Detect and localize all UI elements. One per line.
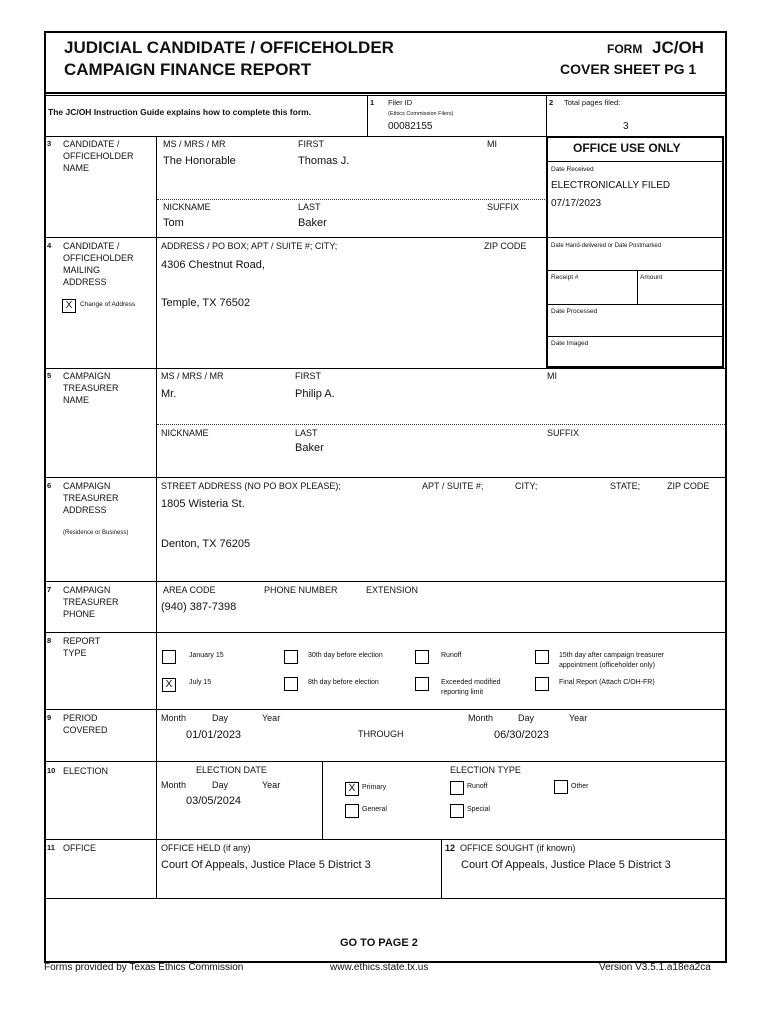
phone-number-label: PHONE NUMBER bbox=[264, 585, 338, 595]
treasurer-state-label: STATE; bbox=[610, 481, 641, 491]
section-5-label-2: TREASURER bbox=[63, 383, 119, 393]
section-7-bottom bbox=[44, 632, 727, 633]
candidate-prefix-value[interactable]: The Honorable bbox=[163, 155, 236, 167]
treasurer-prefix-value[interactable]: Mr. bbox=[161, 388, 177, 400]
form-title-line1: JUDICIAL CANDIDATE / OFFICEHOLDER bbox=[64, 38, 394, 57]
amount-label: Amount bbox=[640, 274, 663, 281]
period-to-day-label: Day bbox=[518, 713, 535, 723]
report-type-july-15: July 15 bbox=[189, 679, 212, 686]
intro-divider-1 bbox=[367, 95, 368, 137]
office-use-line-3 bbox=[548, 304, 724, 305]
election-type-other: Other bbox=[571, 783, 589, 790]
period-from-year-label: Year bbox=[262, 713, 281, 723]
section-8-label-2: TYPE bbox=[63, 648, 87, 658]
office-use-line-2 bbox=[548, 270, 724, 271]
candidate-first-value[interactable]: Thomas J. bbox=[298, 155, 350, 167]
section-6-label-3: ADDRESS bbox=[63, 505, 107, 515]
treasurer-street-value[interactable]: 1805 Wisteria St. bbox=[161, 498, 245, 510]
footer-provided-by: Forms provided by Texas Ethics Commission bbox=[44, 962, 244, 973]
election-month-label: Month bbox=[161, 780, 187, 790]
treasurer-last-value[interactable]: Baker bbox=[295, 442, 324, 454]
section-8-num: 8 bbox=[47, 636, 52, 645]
go-to-page-2: GO TO PAGE 2 bbox=[340, 937, 418, 949]
footer-version: Version V3.5.1.a18ea2ca bbox=[599, 962, 711, 973]
report-type-checkbox-exceeded[interactable] bbox=[415, 677, 429, 691]
section-10-bottom bbox=[44, 839, 727, 840]
election-year-label: Year bbox=[262, 780, 281, 790]
outer-left-border bbox=[44, 31, 46, 962]
mailing-city-value[interactable]: Temple, TX 76502 bbox=[161, 297, 251, 309]
section-4-label-4: ADDRESS bbox=[63, 277, 107, 287]
election-day-label: Day bbox=[212, 780, 229, 790]
election-type-checkbox-runoff[interactable] bbox=[450, 781, 464, 795]
candidate-nickname-label: NICKNAME bbox=[163, 202, 211, 212]
report-type-30th-day: 30th day before election bbox=[308, 652, 383, 659]
section-10-num: 10 bbox=[47, 766, 56, 775]
total-pages-value[interactable]: 3 bbox=[623, 121, 629, 132]
date-received-value: 07/17/2023 bbox=[551, 198, 602, 209]
change-of-address-checkbox[interactable]: X bbox=[62, 299, 76, 313]
instruction-text: The JC/OH Instruction Guide explains how to complete this form. bbox=[48, 107, 312, 117]
candidate-last-label: LAST bbox=[298, 202, 321, 212]
header-divider-2 bbox=[44, 95, 727, 96]
section-11-bottom bbox=[44, 898, 727, 899]
report-type-january-15: January 15 bbox=[189, 652, 224, 659]
section-4-num: 4 bbox=[47, 241, 52, 250]
report-type-checkbox-january-15[interactable] bbox=[162, 650, 176, 664]
header-divider bbox=[44, 92, 727, 94]
treasurer-first-label: FIRST bbox=[295, 371, 321, 381]
period-to-year-label: Year bbox=[569, 713, 588, 723]
section-4-label-2: OFFICEHOLDER bbox=[63, 253, 134, 263]
section-7-num: 7 bbox=[47, 585, 52, 594]
treasurer-first-value[interactable]: Philip A. bbox=[295, 388, 335, 400]
section-5-dotted-line bbox=[157, 424, 725, 425]
candidate-prefix-label: MS / MRS / MR bbox=[163, 139, 226, 149]
treasurer-zip-label: ZIP CODE bbox=[667, 481, 710, 491]
section-7-label-1: CAMPAIGN bbox=[63, 585, 111, 595]
office-sought-label: OFFICE SOUGHT (if known) bbox=[460, 843, 576, 853]
report-type-checkbox-8th-day[interactable] bbox=[284, 677, 298, 691]
filer-id-num: 1 bbox=[370, 98, 375, 107]
election-type-checkbox-primary[interactable]: X bbox=[345, 782, 359, 796]
report-type-runoff: Runoff bbox=[441, 652, 462, 659]
section-3-label-2: OFFICEHOLDER bbox=[63, 151, 134, 161]
period-to-value[interactable]: 06/30/2023 bbox=[494, 729, 550, 741]
treasurer-nickname-label: NICKNAME bbox=[161, 428, 209, 438]
section-6-num: 6 bbox=[47, 481, 52, 490]
section-5-bottom bbox=[44, 477, 727, 478]
section-6-bottom bbox=[44, 581, 727, 582]
report-type-final: Final Report (Attach C/OH-FR) bbox=[559, 679, 655, 686]
section-12-num: 12 bbox=[445, 843, 456, 853]
candidate-last-value[interactable]: Baker bbox=[298, 217, 327, 229]
report-type-8th-day: 8th day before election bbox=[308, 679, 379, 686]
outer-right-border bbox=[725, 31, 727, 962]
section-9-bottom bbox=[44, 761, 727, 762]
election-date-value[interactable]: 03/05/2024 bbox=[186, 795, 242, 807]
election-divider bbox=[322, 761, 323, 839]
period-from-value[interactable]: 01/01/2023 bbox=[186, 729, 242, 741]
section-9-label-1: PERIOD bbox=[63, 713, 98, 723]
election-type-checkbox-special[interactable] bbox=[450, 804, 464, 818]
total-pages-label: Total pages filed: bbox=[564, 98, 621, 107]
section-3-label-3: NAME bbox=[63, 163, 90, 173]
treasurer-suffix-label: SUFFIX bbox=[547, 428, 580, 438]
office-held-label: OFFICE HELD (if any) bbox=[161, 843, 251, 853]
election-type-special: Special bbox=[467, 806, 490, 813]
treasurer-city-value[interactable]: Denton, TX 76205 bbox=[161, 538, 251, 550]
office-held-value[interactable]: Court Of Appeals, Justice Place 5 District 3 bbox=[161, 859, 371, 871]
section-6-label-2: TREASURER bbox=[63, 493, 119, 503]
office-use-line-4 bbox=[548, 336, 724, 337]
area-code-label: AREA CODE bbox=[163, 585, 216, 595]
section-4-bottom bbox=[44, 368, 727, 369]
section-5-num: 5 bbox=[47, 371, 52, 380]
report-type-checkbox-runoff[interactable] bbox=[415, 650, 429, 664]
mailing-address-label: ADDRESS / PO BOX; APT / SUITE #; CITY; bbox=[161, 241, 338, 251]
filer-id-sublabel: (Ethics Commission Filers) bbox=[388, 111, 454, 117]
section-11-num: 11 bbox=[47, 843, 55, 852]
section-8-label-1: REPORT bbox=[63, 636, 101, 646]
treasurer-city-label: CITY; bbox=[515, 481, 538, 491]
report-type-checkbox-final[interactable] bbox=[535, 677, 549, 691]
section-3-num: 3 bbox=[47, 139, 52, 148]
period-through-label: THROUGH bbox=[358, 729, 404, 739]
office-use-title: OFFICE USE ONLY bbox=[573, 141, 681, 155]
section-7-label-2: TREASURER bbox=[63, 597, 119, 607]
filer-id-label: Filer ID bbox=[388, 98, 413, 107]
section-3-bottom bbox=[44, 237, 546, 238]
total-pages-num: 2 bbox=[549, 98, 554, 107]
report-type-checkbox-30th-day[interactable] bbox=[284, 650, 298, 664]
candidate-nickname-value[interactable]: Tom bbox=[163, 217, 184, 229]
section-6-sublabel: (Residence or Business) bbox=[63, 530, 129, 536]
section-6-label-1: CAMPAIGN bbox=[63, 481, 111, 491]
hand-delivered-label: Date Hand-delivered or Date Postmarked bbox=[551, 243, 662, 249]
section-5-label-3: NAME bbox=[63, 395, 90, 405]
intro-bottom bbox=[44, 136, 546, 137]
office-use-title-line bbox=[548, 161, 724, 162]
candidate-mi-label: MI bbox=[487, 139, 497, 149]
section-5-label-1: CAMPAIGN bbox=[63, 371, 111, 381]
election-date-label: ELECTION DATE bbox=[196, 765, 267, 775]
change-of-address-label: Change of Address bbox=[80, 301, 136, 308]
treasurer-street-label: STREET ADDRESS (NO PO BOX PLEASE); bbox=[161, 481, 341, 491]
treasurer-mi-label: MI bbox=[547, 371, 557, 381]
extension-label: EXTENSION bbox=[366, 585, 419, 595]
election-type-runoff: Runoff bbox=[467, 783, 488, 790]
election-type-label: ELECTION TYPE bbox=[450, 765, 521, 775]
report-type-exceeded-line2: reporting limit bbox=[441, 689, 484, 696]
treasurer-apt-label: APT / SUITE #; bbox=[422, 481, 484, 491]
filing-status: ELECTRONICALLY FILED bbox=[551, 180, 671, 191]
report-type-15th-day-line2: appointment (officeholder only) bbox=[559, 662, 655, 669]
date-processed-label: Date Processed bbox=[551, 308, 598, 315]
period-from-month-label: Month bbox=[161, 713, 187, 723]
form-code: JC/OH bbox=[652, 38, 704, 57]
election-type-checkbox-other[interactable] bbox=[554, 780, 568, 794]
section-7-label-3: PHONE bbox=[63, 609, 96, 619]
election-type-checkbox-general[interactable] bbox=[345, 804, 359, 818]
form-title-line2: CAMPAIGN FINANCE REPORT bbox=[64, 60, 312, 79]
footer-url: www.ethics.state.tx.us bbox=[330, 962, 429, 973]
mailing-street-value[interactable]: 4306 Chestnut Road, bbox=[161, 259, 265, 271]
receipt-label: Receipt # bbox=[551, 274, 579, 281]
intro-divider-2 bbox=[546, 95, 547, 137]
section-9-label-2: COVERED bbox=[63, 725, 108, 735]
section-4-label-3: MAILING bbox=[63, 265, 101, 275]
office-divider bbox=[441, 839, 442, 898]
candidate-first-label: FIRST bbox=[298, 139, 324, 149]
cover-sheet-label: COVER SHEET PG 1 bbox=[560, 61, 697, 77]
period-to-month-label: Month bbox=[468, 713, 494, 723]
section-10-label: ELECTION bbox=[63, 766, 109, 776]
receipt-amount-divider bbox=[637, 270, 638, 304]
form-label: FORM bbox=[607, 42, 643, 56]
treasurer-prefix-label: MS / MRS / MR bbox=[161, 371, 224, 381]
treasurer-phone-value[interactable]: (940) 387-7398 bbox=[161, 601, 237, 613]
section-11-label: OFFICE bbox=[63, 843, 96, 853]
report-type-checkbox-july-15[interactable]: X bbox=[162, 678, 176, 692]
election-type-primary: Primary bbox=[362, 784, 387, 791]
report-type-15th-day-line1: 15th day after campaign treasurer bbox=[559, 652, 665, 659]
section-8-bottom bbox=[44, 709, 727, 710]
report-type-exceeded-line1: Exceeded modified bbox=[441, 679, 501, 686]
section-4-label-1: CANDIDATE / bbox=[63, 241, 120, 251]
mailing-zip-label: ZIP CODE bbox=[484, 241, 527, 251]
label-column-divider bbox=[156, 136, 157, 898]
election-type-general: General bbox=[362, 806, 387, 813]
section-3-label-1: CANDIDATE / bbox=[63, 139, 120, 149]
section-9-num: 9 bbox=[47, 713, 52, 722]
office-sought-value[interactable]: Court Of Appeals, Justice Place 5 District 3 bbox=[461, 859, 671, 871]
office-use-line-1 bbox=[548, 237, 724, 238]
date-received-label: Date Received bbox=[551, 166, 594, 173]
filer-id-value[interactable]: 00082155 bbox=[388, 121, 433, 132]
candidate-suffix-label: SUFFIX bbox=[487, 202, 520, 212]
treasurer-last-label: LAST bbox=[295, 428, 318, 438]
period-from-day-label: Day bbox=[212, 713, 229, 723]
date-imaged-label: Date Imaged bbox=[551, 340, 589, 347]
outer-top-border bbox=[44, 31, 727, 33]
section-3-dotted-line bbox=[157, 199, 545, 200]
report-type-checkbox-15th-day[interactable] bbox=[535, 650, 549, 664]
